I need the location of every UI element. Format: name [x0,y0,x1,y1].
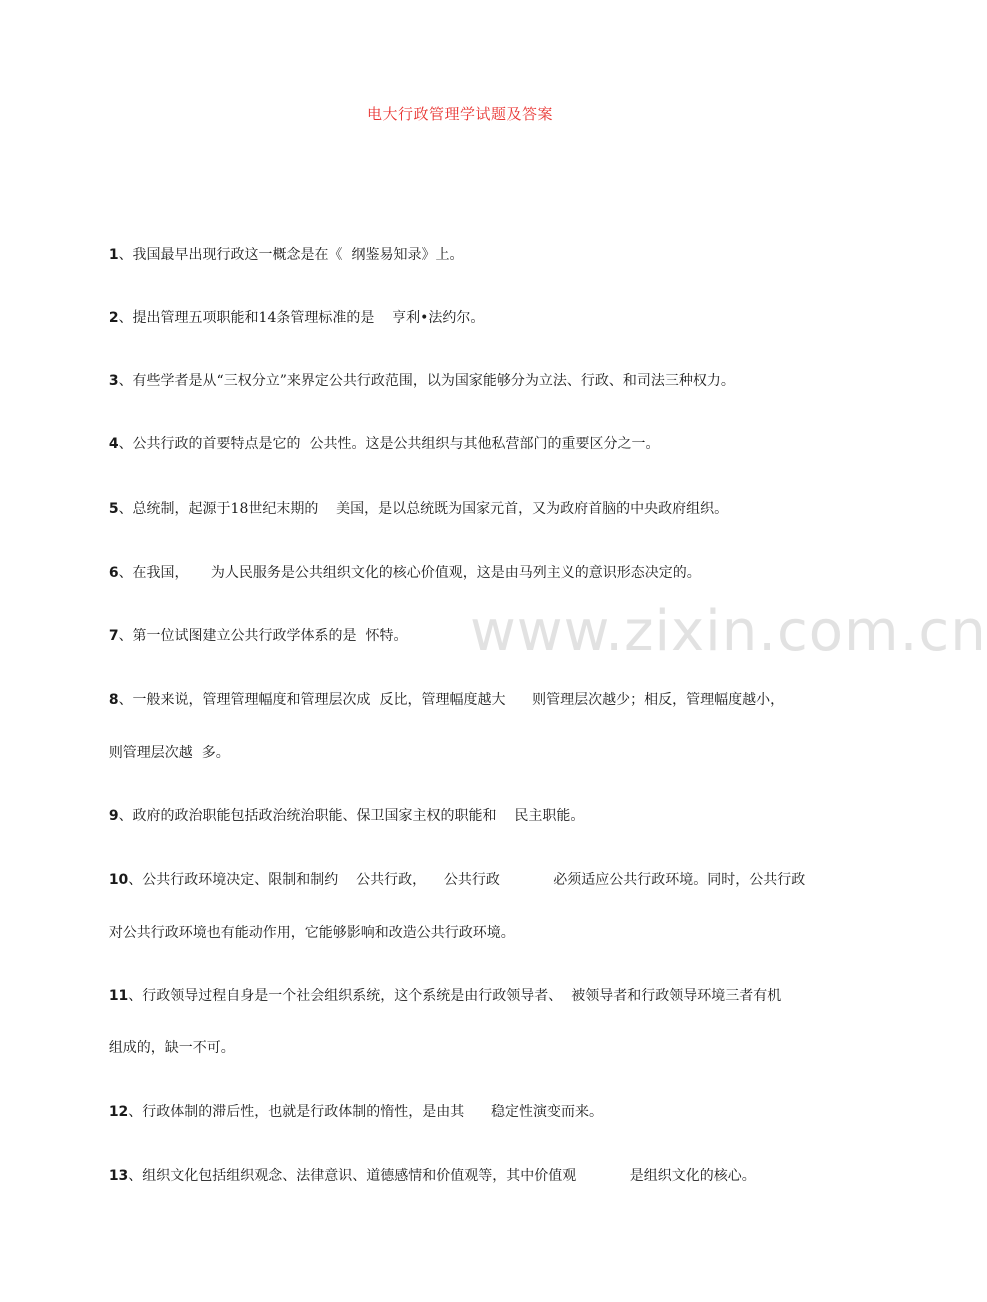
item-number: 10 [108,872,129,888]
question-item-continuation [91,903,515,963]
question-item-continuation [91,723,230,783]
question-item [91,414,659,474]
item-number: 3 [108,373,119,389]
item-number: 6 [108,565,119,581]
question-item [91,966,781,1026]
item-text: 、政府的政治职能包括政治统治职能、保卫国家主权的职能和 民主职能。 [118,808,585,824]
question-item [91,850,805,910]
question-item [91,1146,756,1206]
question-item [91,786,584,846]
item-number: 1 [108,247,119,263]
item-text: 、组织文化包括组织观念、法律意识、道德感情和价值观等，其中价值观 是组织文化的核心。 [128,1168,756,1184]
item-text: 、一般来说，管理管理幅度和管理层次成 反比，管理幅度越大 则管理层次越少；相反，管理幅度越小， [118,692,785,708]
item-text: 、提出管理五项职能和14条管理标准的是 亨利•法约尔。 [118,310,485,326]
item-text: 、公共行政环境决定、限制和制约 公共行政， 公共行政 必须适应公共行政环境。同时，公共行政 [128,872,806,888]
item-number: 8 [108,692,119,708]
document-title: 电大行政管理学试题及答案 [366,105,553,123]
item-number: 13 [108,1168,129,1184]
item-text: 、有些学者是从“三权分立”来界定公共行政范围，以为国家能够分为立法、行政、和司法三种权力。 [118,373,735,389]
question-item [91,479,728,539]
item-text: 对公共行政环境也有能动作用，它能够影响和改造公共行政环境。 [108,925,515,941]
item-text: 、总统制，起源于18世纪末期的 美国，是以总统既为国家元首，又为政府首脑的中央政府组织。 [118,501,729,517]
item-text: 、我国最早出现行政这一概念是在《 纲鉴易知录》上。 [118,247,464,263]
question-item [91,225,463,285]
item-number: 11 [108,988,129,1004]
question-item [91,670,784,730]
item-text: 、公共行政的首要特点是它的 公共性。这是公共组织与其他私营部门的重要区分之一。 [118,436,660,452]
item-text: 、第一位试图建立公共行政学体系的是 怀特。 [118,628,408,644]
question-item [91,606,407,666]
item-number: 9 [108,808,119,824]
item-number: 7 [108,628,119,644]
item-text: 、在我国， 为人民服务是公共组织文化的核心价值观，这是由马列主义的意识形态决定的。 [118,565,701,581]
question-item [91,1082,603,1142]
item-number: 4 [108,436,119,452]
question-item-continuation [91,1018,235,1078]
item-text: 、行政领导过程自身是一个社会组织系统，这个系统是由行政领导者、 被领导者和行政领导环境三者有机 [128,988,782,1004]
item-number: 5 [108,501,119,517]
question-item [91,543,701,603]
item-number: 2 [108,310,119,326]
question-item [91,351,735,411]
item-text: 组成的，缺一不可。 [108,1040,235,1056]
item-text: 、行政体制的滞后性，也就是行政体制的惰性，是由其 稳定性演变而来。 [128,1104,603,1120]
item-text: 则管理层次越 多。 [108,745,230,761]
question-item [91,288,484,348]
item-number: 12 [108,1104,129,1120]
watermark: www.zixin.com.cn [470,599,987,664]
